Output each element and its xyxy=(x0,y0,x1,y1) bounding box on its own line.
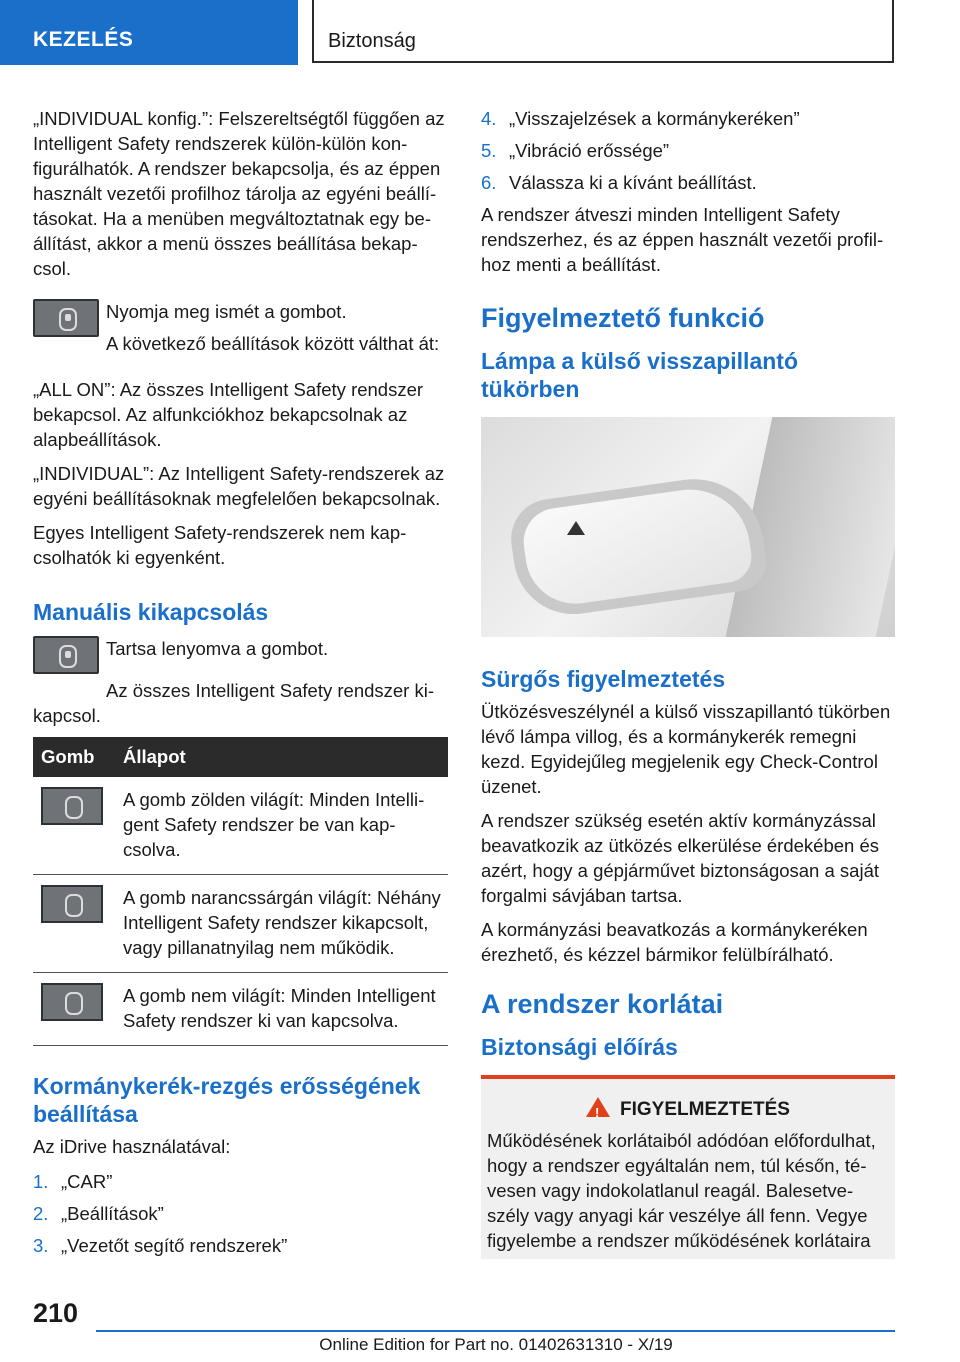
intro-paragraph: „INDIVIDUAL konfig.”: Felszereltségtől függően az Intelligent Safety rendszerek külön-külön konfigurálhatók. A rendszer bekapcsolja, és az éppen használt vezetői profilhoz tárolja az egyéni beállításokat. Ha a menüben megváltoztatnak egy beállítást, akkor a menü összes beállítása bekapcsol. xyxy=(33,108,445,279)
warning-title: FIGYELMEZTETÉS xyxy=(620,1099,790,1120)
urgent-text: Ütközésveszélynél a külső visszapillantó tükörben lévő lámpa villog, és a kormánykerék remegni kezd. Egyidejűleg megjelenik egy Check-Control üzenet. xyxy=(481,701,891,797)
mirror-illustration xyxy=(481,417,895,637)
mirror-lamp-heading: Lámpa a külső visszapillantó tükörben xyxy=(481,348,798,402)
safety-heading: Biztonsági előírás xyxy=(481,1034,678,1060)
table-row xyxy=(33,973,448,1046)
button-state-table xyxy=(33,737,448,1046)
limits-heading: A rendszer korlátai xyxy=(481,989,724,1019)
list-item: 3. „Vezetőt segítő rendszerek” xyxy=(33,1235,288,1256)
warning-text: Működésének korlátaiból adódóan előfordulhat, hogy a rendszer egyáltalán nem, túl későn, tévesen vagy indokolatlanul reagál. Balesetveszély vagy anyagi kár veszélye áll fenn. Vegye figyelembe a rendszer működésének korlátaira xyxy=(487,1130,876,1251)
table-row xyxy=(33,777,448,875)
list-item: 5. „Vibráció erőssége” xyxy=(481,140,670,161)
safety-button-icon xyxy=(33,636,99,674)
table-header-state: Állapot xyxy=(115,737,448,777)
warning-triangle-icon xyxy=(567,521,585,535)
warning-function-heading: Figyelmeztető funkció xyxy=(481,303,765,333)
feel-text: A kormányzási beavatkozás a kormánykeréken érezhető, és kézzel bármikor felülbírálható. xyxy=(481,919,868,965)
list-item: 6. Válassza ki a kívánt beállítást. xyxy=(481,172,757,193)
table-cell-state: A gomb narancssárgán világít: Néhány Intelligent Safety rendszer kikapcsolt, vagy pillanatnyilag nem működik. xyxy=(115,875,448,973)
chapter-header xyxy=(312,0,894,63)
some-systems-text: Egyes Intelligent Safety-rendszerek nem kapcsolhatók ki egyenként. xyxy=(33,522,407,568)
individual-text: „INDIVIDUAL”: Az Intelligent Safety-rendszerek az egyéni beállításoknak megfelelően bekapcsolnak. xyxy=(33,463,445,509)
section-tab xyxy=(0,0,298,65)
footer-divider xyxy=(96,1330,895,1332)
adopts-text: A rendszer átveszi minden Intelligent Safety rendszerhez, és az éppen használt vezetői profilhoz menti a beállítást. xyxy=(481,204,884,275)
steps-list-right xyxy=(481,106,895,195)
list-item: 4. „Visszajelzések a kormánykeréken” xyxy=(481,108,800,129)
urgent-heading: Sürgős figyelmeztetés xyxy=(481,666,726,692)
all-off-text: Az összes Intelligent Safety rendszer kikapcsol. xyxy=(33,680,435,726)
safety-button-icon xyxy=(33,299,99,337)
vibration-heading: Kormánykerék-rezgés erősségének beállítása xyxy=(33,1073,421,1127)
safety-button-icon xyxy=(41,885,103,923)
hold-instruction xyxy=(33,636,448,680)
table-row xyxy=(33,875,448,973)
section-label: KEZELÉS xyxy=(33,28,134,51)
hold-button-text: Tartsa lenyomva a gombot. xyxy=(106,638,329,659)
safety-button-icon xyxy=(41,983,103,1021)
page-number: 210 xyxy=(33,1298,79,1328)
intervene-text: A rendszer szükség esetén aktív kormányzással beavatkozik az ütközés elkerülése érdekében és azért, hogy a gépjárművet biztonságosan a saját forgalmi sávjában tartsa. xyxy=(481,810,879,906)
button-instruction xyxy=(33,299,448,373)
chapter-title: Biztonság xyxy=(328,30,416,52)
all-on-text: „ALL ON”: Az összes Intelligent Safety rendszer bekapcsol. Az alfunkciókhoz bekapcsolnak az alapbeállítások. xyxy=(33,379,424,450)
manual-heading: Manuális kikapcsolás xyxy=(33,599,269,625)
list-item: 2. „Beállítások” xyxy=(33,1203,164,1224)
warning-icon xyxy=(586,1097,610,1117)
press-again-text: Nyomja meg ismét a gombot. xyxy=(106,301,347,322)
footer-edition: Online Edition for Part no. 01402631310 - X/19 xyxy=(319,1335,673,1354)
idrive-text: Az iDrive használatával: xyxy=(33,1136,231,1157)
right-column xyxy=(481,106,895,1259)
list-item: 1. „CAR” xyxy=(33,1171,113,1192)
switch-between-text: A következő beállítások között válthat át: xyxy=(106,333,440,354)
steps-list-left xyxy=(33,1169,448,1258)
table-header-button: Gomb xyxy=(33,737,115,777)
table-cell-state: A gomb zölden világít: Minden Intelligent Safety rendszer be van kapcsolva. xyxy=(115,777,448,875)
safety-button-icon xyxy=(41,787,103,825)
table-cell-state: A gomb nem világít: Minden Intelligent Safety rendszer ki van kapcsolva. xyxy=(115,973,448,1046)
left-column xyxy=(33,106,448,1265)
warning-box xyxy=(481,1075,895,1259)
